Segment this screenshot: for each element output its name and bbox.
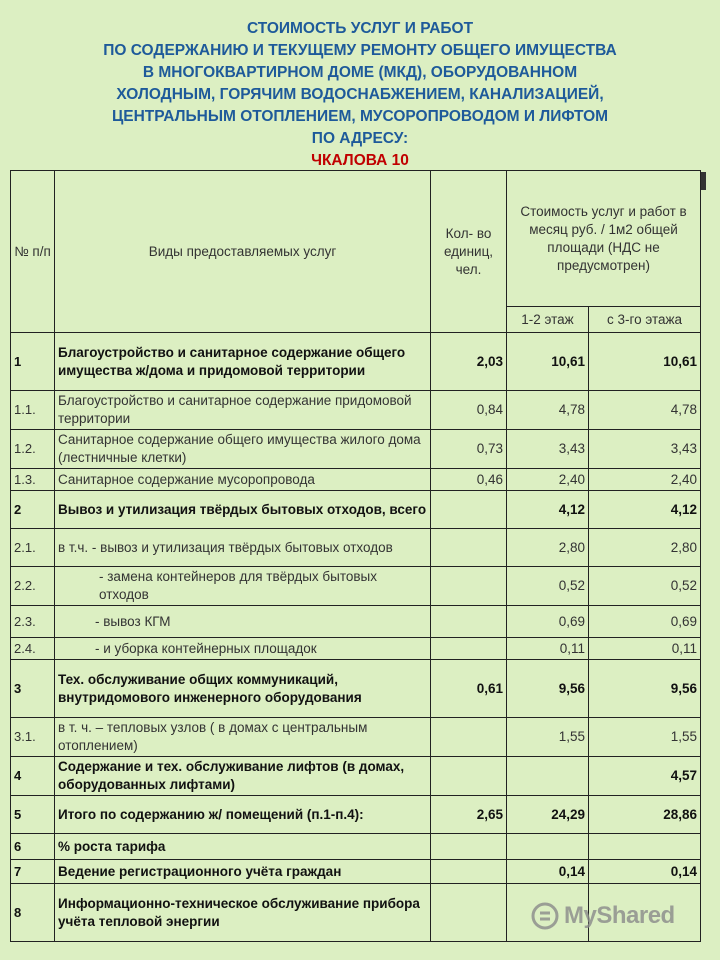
cost-floor-3: 0,52 (589, 567, 701, 606)
cost-floor-1-2: 4,12 (507, 491, 589, 529)
service-name: Вывоз и утилизация твёрдых бытовых отходов, всего (55, 491, 431, 529)
quantity-cell (431, 491, 507, 529)
quantity-cell (431, 567, 507, 606)
cost-floor-3: 9,56 (589, 660, 701, 718)
num-cell: 1.2. (11, 430, 55, 469)
cost-floor-1-2: 3,43 (507, 430, 589, 469)
num-cell: 7 (11, 860, 55, 884)
num-cell: 2.3. (11, 606, 55, 638)
quantity-cell: 0,61 (431, 660, 507, 718)
service-name: Информационно-техническое обслуживание прибора учёта тепловой энергии (55, 884, 431, 942)
cost-floor-1-2: 2,40 (507, 469, 589, 491)
num-cell: 3 (11, 660, 55, 718)
num-cell: 2 (11, 491, 55, 529)
header-line: СТОИМОСТЬ УСЛУГ И РАБОТ (246, 20, 474, 37)
cost-floor-1-2: 24,29 (507, 796, 589, 834)
num-cell: 1 (11, 333, 55, 391)
num-cell: 4 (11, 757, 55, 796)
header-quantity: Кол- во единиц, чел. (431, 171, 507, 333)
cost-floor-1-2: 0,11 (507, 638, 589, 660)
quantity-cell (431, 757, 507, 796)
cost-floor-3: 3,43 (589, 430, 701, 469)
document-header (0, 18, 720, 172)
cost-floor-3: 2,40 (589, 469, 701, 491)
num-cell: 3.1. (11, 718, 55, 757)
table-row (11, 718, 701, 757)
header-line: ЦЕНТРАЛЬНЫМ ОТОПЛЕНИЕМ, МУСОРОПРОВОДОМ И ЛИФТОМ (111, 108, 609, 125)
cost-floor-3: 28,86 (589, 796, 701, 834)
quantity-cell: 0,73 (431, 430, 507, 469)
header-cost: Стоимость услуг и работ в месяц руб. / 1м2 общей площади (НДС не предусмотрен) (507, 171, 701, 307)
service-name: в т.ч. - вывоз и утилизация твёрдых бытовых отходов (55, 529, 431, 567)
header-number: № п/п (11, 171, 55, 333)
header-floor-3: с 3-го этажа (589, 307, 701, 333)
cost-floor-1-2: 1,55 (507, 718, 589, 757)
tariff-table (10, 170, 701, 942)
quantity-cell: 0,84 (431, 391, 507, 430)
num-cell: 1.1. (11, 391, 55, 430)
service-name: - вывоз КГМ (55, 606, 431, 638)
service-name: - замена контейнеров для твёрдых бытовых отходов (55, 567, 431, 606)
table-row (11, 638, 701, 660)
header-line: ПО СОДЕРЖАНИЮ И ТЕКУЩЕМУ РЕМОНТУ ОБЩЕГО ИМУЩЕСТВА (103, 42, 617, 59)
num-cell: 1.3. (11, 469, 55, 491)
watermark-text: MyShared (564, 902, 675, 929)
myshared-logo-icon (530, 901, 560, 931)
service-name: Санитарное содержание общего имущества жилого дома (лестничные клетки) (55, 430, 431, 469)
table-row (11, 834, 701, 860)
service-name: Итого по содержанию ж/ помещений (п.1-п.4): (55, 796, 431, 834)
watermark (530, 896, 700, 936)
table-row (11, 860, 701, 884)
cost-floor-3: 10,61 (589, 333, 701, 391)
header-line: ПО АДРЕСУ: (311, 130, 409, 147)
service-name: Ведение регистрационного учёта граждан (55, 860, 431, 884)
cost-floor-1-2: 0,52 (507, 567, 589, 606)
quantity-cell (431, 860, 507, 884)
service-name: % роста тарифа (55, 834, 431, 860)
num-cell: 5 (11, 796, 55, 834)
cost-floor-1-2: 4,78 (507, 391, 589, 430)
cost-floor-1-2: 10,61 (507, 333, 589, 391)
quantity-cell (431, 606, 507, 638)
cost-floor-3: 4,57 (589, 757, 701, 796)
quantity-cell (431, 834, 507, 860)
table-row (11, 430, 701, 469)
service-name: Санитарное содержание мусоропровода (55, 469, 431, 491)
service-name: Тех. обслуживание общих коммуникаций, внутридомового инженерного оборудования (55, 660, 431, 718)
address: ЧКАЛОВА 10 (311, 152, 409, 169)
header-line: В МНОГОКВАРТИРНОМ ДОМЕ (МКД), ОБОРУДОВАННОМ (142, 64, 578, 81)
service-name: - и уборка контейнерных площадок (55, 638, 431, 660)
table-row (11, 660, 701, 718)
table-row (11, 757, 701, 796)
num-cell: 2.2. (11, 567, 55, 606)
service-name: Содержание и тех. обслуживание лифтов (в домах, оборудованных лифтами) (55, 757, 431, 796)
header-line: ХОЛОДНЫМ, ГОРЯЧИМ ВОДОСНАБЖЕНИЕМ, КАНАЛИЗАЦИЕЙ, (116, 86, 604, 103)
cost-floor-3: 0,69 (589, 606, 701, 638)
cost-floor-3 (589, 834, 701, 860)
service-name: в т. ч. – тепловых узлов ( в домах с центральным отоплением) (55, 718, 431, 757)
quantity-cell (431, 718, 507, 757)
service-name: Благоустройство и санитарное содержание общего имущества ж/дома и придомовой территории (55, 333, 431, 391)
quantity-cell: 2,65 (431, 796, 507, 834)
table-row (11, 333, 701, 391)
cost-floor-1-2: 0,14 (507, 860, 589, 884)
cost-floor-1-2 (507, 834, 589, 860)
num-cell: 8 (11, 884, 55, 942)
table-row (11, 529, 701, 567)
num-cell: 2.4. (11, 638, 55, 660)
cost-floor-3: 4,12 (589, 491, 701, 529)
header-floor-1-2: 1-2 этаж (507, 307, 589, 333)
quantity-cell: 0,46 (431, 469, 507, 491)
table-row (11, 491, 701, 529)
quantity-cell (431, 638, 507, 660)
table-row (11, 796, 701, 834)
cost-floor-3: 4,78 (589, 391, 701, 430)
table-row (11, 567, 701, 606)
cost-floor-3: 1,55 (589, 718, 701, 757)
cost-floor-1-2: 2,80 (507, 529, 589, 567)
cost-floor-3: 0,11 (589, 638, 701, 660)
quantity-cell (431, 884, 507, 942)
cost-floor-1-2: 0,69 (507, 606, 589, 638)
table-row (11, 391, 701, 430)
num-cell: 2.1. (11, 529, 55, 567)
num-cell: 6 (11, 834, 55, 860)
service-name: Благоустройство и санитарное содержание придомовой территории (55, 391, 431, 430)
quantity-cell: 2,03 (431, 333, 507, 391)
cost-floor-1-2 (507, 757, 589, 796)
quantity-cell (431, 529, 507, 567)
table-row (11, 469, 701, 491)
cost-floor-3: 2,80 (589, 529, 701, 567)
header-service: Виды предоставляемых услуг (55, 171, 431, 333)
cost-floor-1-2: 9,56 (507, 660, 589, 718)
cost-floor-3: 0,14 (589, 860, 701, 884)
table-row (11, 606, 701, 638)
